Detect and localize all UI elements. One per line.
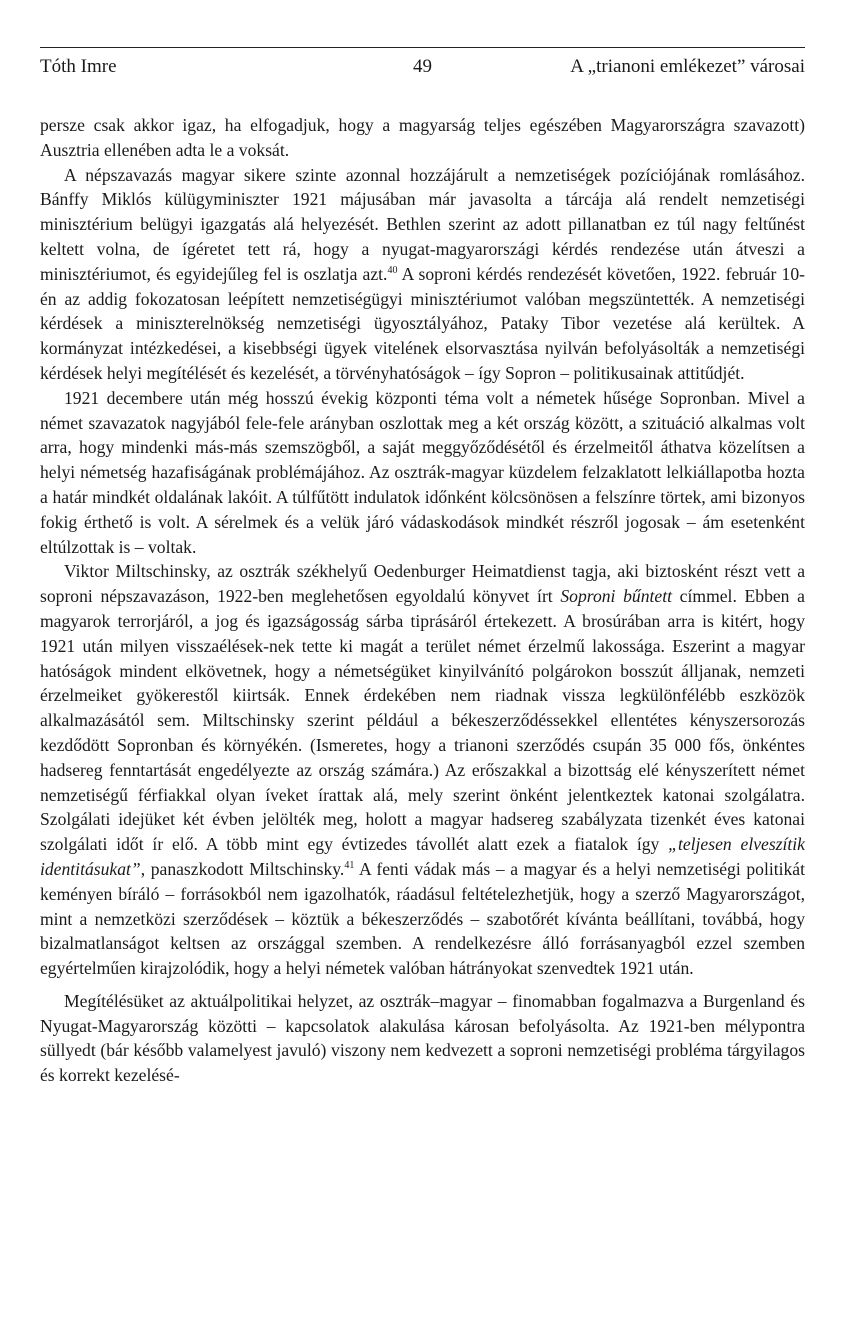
paragraph-2-continued: A soproni kérdés rendezését követően, 1922. február 10-én az addig fokozatosan leépített nemzetiségügyi minisztériumot valóban megszüntették. A nemzetiségi kérdések a miniszterelnökség nemzetiségi ügyosztályához, Pataky Tibor vezetése alá kerültek. A kormányzat intézkedései, a kisebbségi ügyek vitelének elsorvasztása nyilván befolyásolták a nemzetiségi kérdések helyi megítélését és kezelését, a törvényhatóságok – így Sopron – politikusainak attitűdjét. [40,263,805,383]
paragraph-1: persze csak akkor igaz, ha elfogadjuk, hogy a magyarság teljes egészében Magyarországra szavazott) Ausztria ellenében adta le a voksát. [40,115,805,160]
header-author: Tóth Imre [40,56,117,77]
page-body [40,113,805,1088]
paragraph-2-text: A népszavazás magyar sikere szinte azonnal hozzájárult a nemzetiségek pozíciójának romlásához. Bánffy Miklós külügyminiszter 1921 májusában már javasolta a tárcája alá rendelt nemzetiségi minisztérium belügyi igazgatás alá helyezését. Bethlen szerint az adott pillanatban ez túl nagy feltűnést keltett volna, de ígéretet tett rá, hogy a nyugat-magyarországi kérdés rendezése után átveszi a minisztériumot, és egyidejűleg fel is oszlatja azt. [40,164,805,284]
header-running-title: A „trianoni emlékezet” városai [570,56,805,77]
quotation: „teljesen elveszítik identitásukat” [40,834,805,879]
book-title: Soproni bűntett [560,586,672,607]
page-number: 49 [413,56,432,77]
paragraph-3: 1921 decembere után még hosszú évekig központi téma volt a németek hűsége Sopronban. Mivel a német szavazatok nagyjából fele-fele arányban oszlottak meg a két ország között, a szituáció alkalmas volt arra, hogy mindenki más-más szemszögből, a saját meggyőződésétől és érzelmeitől áthatva közelítsen a helyi németség hazafiságának problémájához. Az osztrák-magyar küzdelem felzaklatott lelkiállapotba hozta a határ mindkét oldalának lakóit. A túlfűtött indulatok időnként kölcsönösen a felszínre törtek, ami bizonyos fokig érthető is volt. A sérelmek és a velük járó vádaskodások mindkét részről jogosak – ám esetenként eltúlzottak is – voltak. [40,387,805,557]
paragraph-4-text-b: címmel. Ebben a magyarok terrorjáról, a jog és igazságosság sárba tiprásáról értekezett. A brosúrában arra is kitért, hogy 1921 után milyen visszaélések-nek tette ki magát a terület német érzelmű lakossága. Eszerint a magyar hatóságok mindent elkövetnek, hogy a németségüket kinyilvánító polgárokon bosszút álljanak, nemzeti érzelmeiket gyökerestől kiirtsák. Ennek érdekében nem riadnak vissza legkülönfélébb eszközök alkalmazásától sem. Miltschinsky szerint például a békeszerződéssekkel ellentétes kényszersorozás kezdődött Sopronban és környékén. (Ismeretes, hogy a trianoni szerződés csupán 35 000 fős, önkéntes hadsereg fenntartását engedélyezte az ország számára.) Az erőszakkal a bizottság elé kényszerített német nemzetiségű férfiakkal olyan íveket írattak alá, mely szerint önként jelentkeztek katonai szolgálatra. Szolgálati idejüket két évben jelölték meg, holott a magyar hadsereg szabályzata tizenkét éves katonai szolgálati időt ír elő. A több mint egy évtizedes távollét alatt ezek a fiatalok így [40,586,805,855]
paragraph-5: Megítélésüket az aktuálpolitikai helyzet, az osztrák–magyar – finomabban fogalmazva a Burgenland és Nyugat-Magyarország közötti – kapcsolatok alakulása károsan befolyásolta. Az 1921-ben mélypontra süllyedt (bár később valamelyest javuló) viszony nem kedvezett a soproni nemzetiségi probléma tárgyilagos és korrekt kezelésé- [40,990,805,1086]
footnote-ref-40: 40 [387,264,398,276]
paragraph-4 [40,559,805,981]
paragraph-4-text-c: , panaszkodott Miltschinsky. [140,858,345,879]
paragraph-2 [40,163,805,386]
running-header [40,52,805,82]
footnote-ref-41: 41 [344,859,355,871]
paragraph-4-text-a: Viktor Miltschinsky, az osztrák székhelyű Oedenburger Heimatdienst tagja, aki biztosként részt vett a soproni népszavazáson, 1922-ben meglehetősen egyoldalú könyvet írt [40,561,805,607]
paragraph-4-text-d: A fenti vádak más – a magyar és a helyi nemzetiségi politikát keményen bíráló – forrásokból nem igazolhatók, ráadásul feltételezhetjük, hogy a szerző Magyarországot, mint a nemzetközi szerződések – köztük a békeszerződés – szabotőrét kívánta beállítani, továbbá, hogy bizalmatlanságot keltsen az országgal szemben. A rendelkezésre álló forrásanyagból ezzel szemben egyértelműen kirajzolódik, hogy a helyi németek valóban hátrányokat szenvedtek 1921 után. [40,858,806,979]
header-rule [40,47,805,48]
